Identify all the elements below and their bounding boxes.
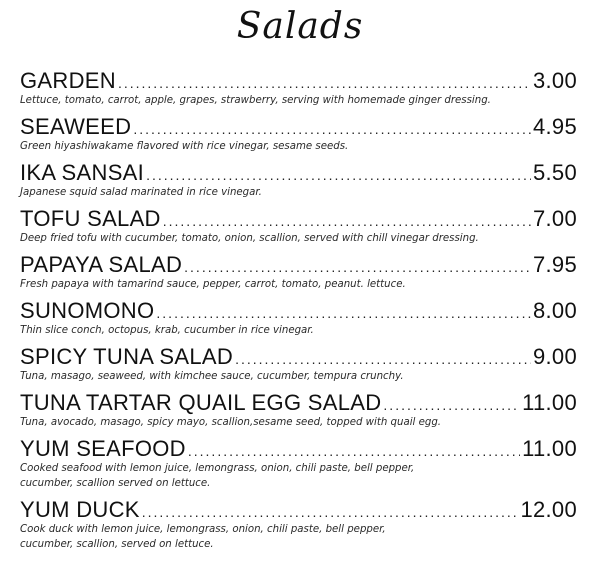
menu-item-price: 8.00	[532, 298, 577, 323]
menu-item-tofu-salad	[20, 206, 577, 246]
menu-item-row	[20, 206, 577, 231]
menu-item-tuna-tartar-quail-egg-salad	[20, 390, 577, 430]
menu-title: Salads	[236, 6, 364, 47]
menu-item-description: Deep fried tofu with cucumber, tomato, onion, scallion, served with chill vinegar dressing.	[20, 233, 479, 244]
menu-item-papaya-salad	[20, 252, 577, 292]
menu-item-price: 7.00	[532, 206, 577, 231]
menu-item-row	[20, 390, 577, 415]
menu-item-description: Thin slice conch, octopus, krab, cucumber in rice vinegar.	[20, 325, 314, 336]
menu-item-price: 11.00	[522, 436, 577, 461]
menu-item-description: Tuna, avocado, masago, spicy mayo, scallion,sesame seed, topped with quail egg.	[20, 417, 442, 428]
menu-item-name: SEAWEED	[20, 114, 132, 139]
menu-item-sunomono	[20, 298, 577, 338]
menu-item-ika-sansai	[20, 160, 577, 200]
menu-item-price: 11.00	[522, 390, 577, 415]
menu-item-description: Cook duck with lemon juice, lemongrass, onion, chili paste, bell pepper, cucumber, scallion, served on lettuce.	[20, 524, 386, 550]
menu-item-yum-seafood	[20, 436, 577, 491]
menu-item-price: 3.00	[532, 68, 577, 93]
menu-item-row	[20, 252, 577, 277]
menu-item-price: 5.50	[532, 160, 577, 185]
menu-item-row	[20, 114, 577, 139]
menu-item-description: Japanese squid salad marinated in rice vinegar.	[20, 187, 262, 198]
menu-item-price: 7.95	[532, 252, 577, 277]
menu-item-price: 9.00	[532, 344, 577, 369]
menu-item-name: SPICY TUNA SALAD	[20, 344, 234, 369]
menu-item-name: IKA SANSAI	[20, 160, 145, 185]
menu-item-row	[20, 344, 577, 369]
menu-item-garden	[20, 68, 577, 108]
menu-item-name: TOFU SALAD	[20, 206, 161, 231]
menu-item-row	[20, 68, 577, 93]
menu-item-row	[20, 497, 577, 522]
menu-item-name: GARDEN	[20, 68, 116, 93]
menu-item-name: YUM SEAFOOD	[20, 436, 186, 461]
salad-menu-list	[20, 68, 577, 558]
menu-item-name: PAPAYA SALAD	[20, 252, 183, 277]
menu-item-description: Tuna, masago, seaweed, with kimchee sauce, cucumber, tempura crunchy.	[20, 371, 404, 382]
menu-item-name: TUNA TARTAR QUAIL EGG SALAD	[20, 390, 382, 415]
menu-item-description: Green hiyashiwakame flavored with rice vinegar, sesame seeds.	[20, 141, 349, 152]
menu-item-description: Fresh papaya with tamarind sauce, pepper, carrot, tomato, peanut. lettuce.	[20, 279, 406, 290]
menu-item-row	[20, 298, 577, 323]
menu-item-price: 12.00	[520, 497, 577, 522]
menu-item-row	[20, 160, 577, 185]
menu-item-price: 4.95	[532, 114, 577, 139]
menu-item-name: YUM DUCK	[20, 497, 140, 522]
menu-item-row	[20, 436, 577, 461]
menu-item-description: Cooked seafood with lemon juice, lemongrass, onion, chili paste, bell pepper, cucumber, scallion served on lettuce.	[20, 463, 415, 489]
menu-item-seaweed	[20, 114, 577, 154]
menu-item-spicy-tuna-salad	[20, 344, 577, 384]
menu-item-yum-duck	[20, 497, 577, 552]
menu-item-name: SUNOMONO	[20, 298, 155, 323]
menu-item-description: Lettuce, tomato, carrot, apple, grapes, strawberry, serving with homemade ginger dressing.	[20, 95, 491, 106]
